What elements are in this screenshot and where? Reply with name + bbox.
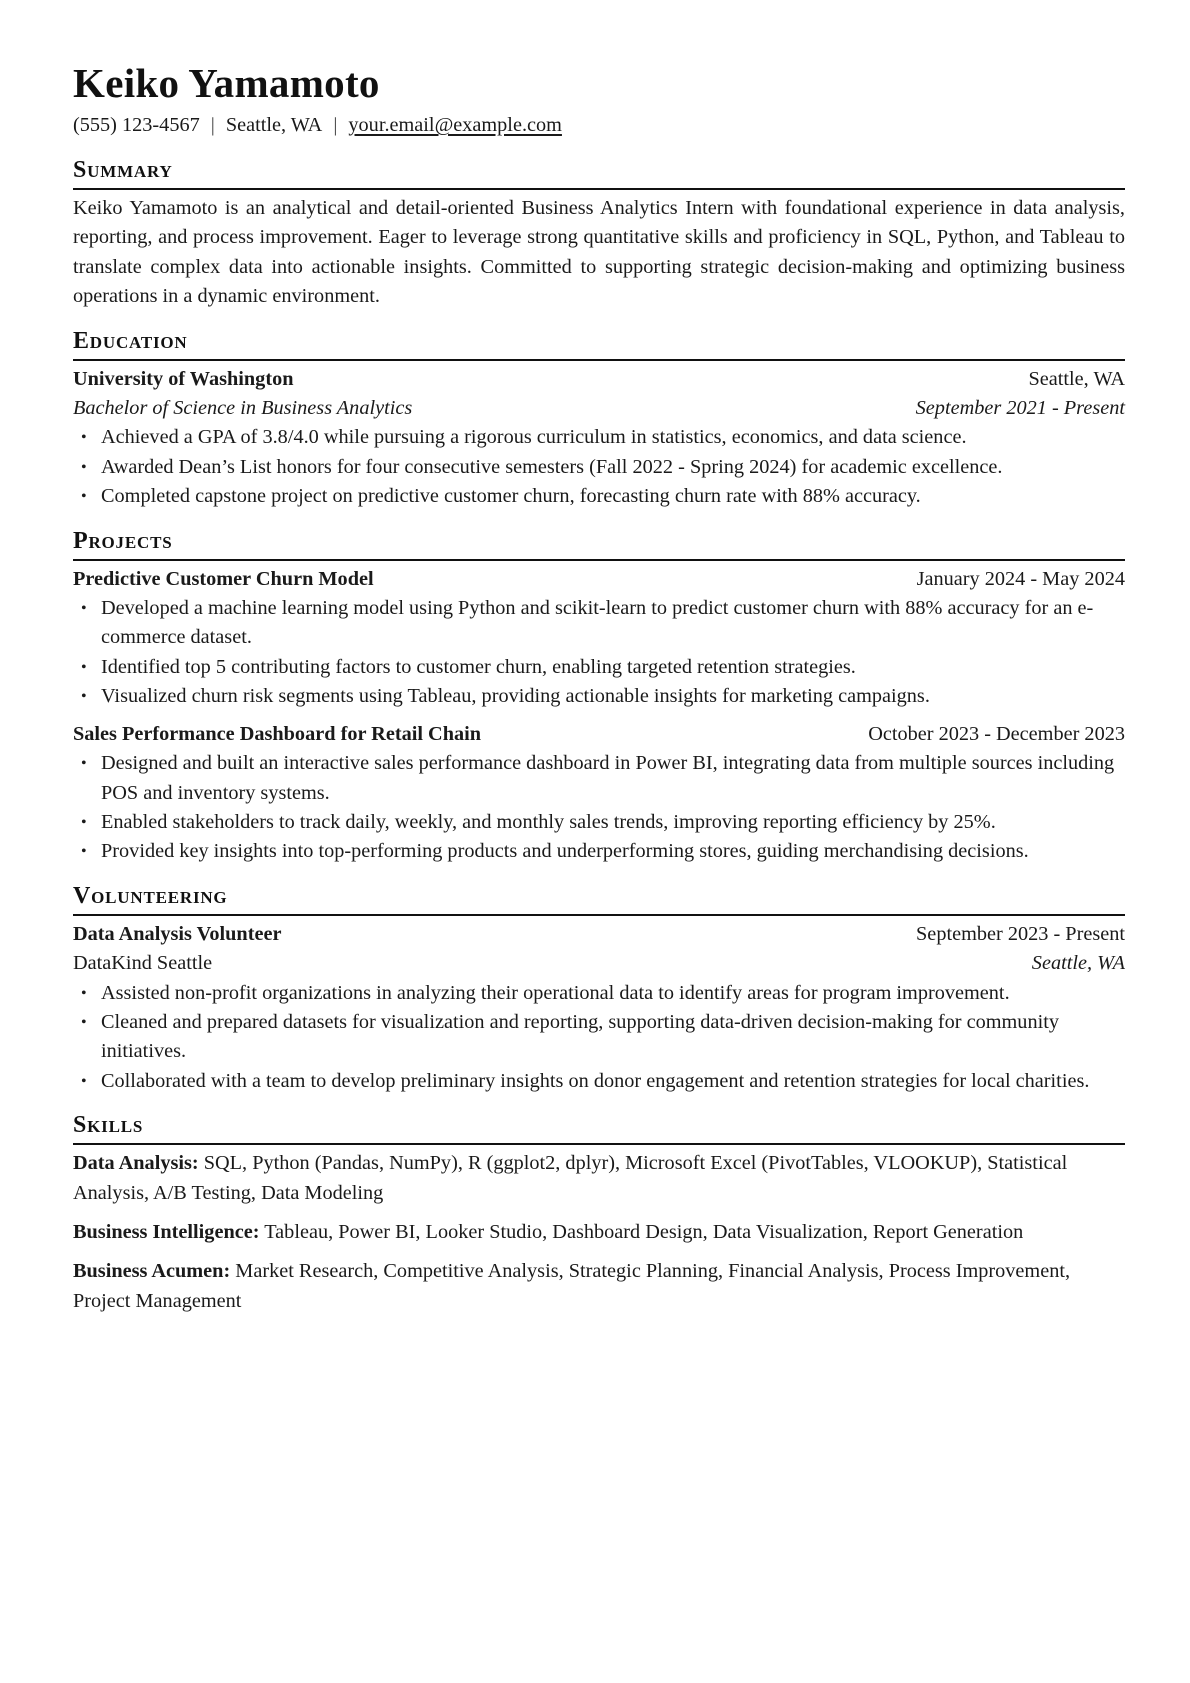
education-section [73,326,1125,512]
degree: Bachelor of Science in Business Analytics [73,397,413,420]
summary-section [73,155,1125,312]
contact-line [73,111,1125,141]
bullet-icon: • [81,600,87,618]
section-title-volunteering: Volunteering [73,882,228,909]
separator: | [210,114,215,136]
candidate-name: Keiko Yamamoto [73,60,380,106]
project-entry [73,720,1125,867]
separator: | [333,114,338,136]
volunteer-location: Seattle, WA [1031,952,1125,975]
bullet-icon: • [81,429,87,447]
project-entry [73,565,1125,712]
resume-page [73,58,1125,1326]
volunteer-role: Data Analysis Volunteer [73,922,282,945]
skill-value: SQL, Python (Pandas, NumPy), R (ggplot2, dplyr), Microsoft Excel (PivotTables, VLOOKUP), Statistical Analysis, A/B Testing, Data Modeling [73,1152,1068,1204]
skill-item [73,1218,1125,1247]
skill-label: Business Acumen: [73,1260,231,1283]
list-item: • Assisted non-profit organizations in analyzing their operational data to identify areas for program improvement. [73,979,1125,1008]
list-item: • Cleaned and prepared datasets for visualization and reporting, supporting data-driven decision-making for community initiatives. [73,1008,1125,1067]
volunteer-dates: September 2023 - Present [916,922,1125,945]
skills-section [73,1110,1125,1316]
skill-item [73,1257,1125,1316]
education-bullets [73,423,1125,511]
volunteering-section [73,881,1125,1096]
section-divider [73,559,1125,561]
bullet-icon: • [81,658,87,676]
institution-location: Seattle, WA [1028,367,1125,390]
bullet-icon: • [81,688,87,706]
project-bullets [73,594,1125,712]
bullet-icon: • [81,1072,87,1090]
list-item: • Awarded Dean’s List honors for four consecutive semesters (Fall 2022 - Spring 2024) for academic excellence. [73,453,1125,482]
education-entry [73,365,1125,512]
list-item: • Completed capstone project on predictive customer churn, forecasting churn rate with 88% accuracy. [73,482,1125,511]
skill-label: Data Analysis: [73,1152,199,1175]
skill-label: Business Intelligence: [73,1220,260,1243]
volunteer-organization: DataKind Seattle [73,952,213,975]
volunteer-bullets [73,979,1125,1097]
list-item: • Identified top 5 contributing factors to customer churn, enabling targeted retention strategies. [73,653,1125,682]
section-divider [73,359,1125,361]
project-bullets [73,749,1125,867]
bullet-icon: • [81,1013,87,1031]
project-name: Predictive Customer Churn Model [73,567,374,590]
education-dates: September 2021 - Present [915,397,1125,420]
section-title-summary: Summary [73,157,173,183]
summary-text: Keiko Yamamoto is an analytical and detail-oriented Business Analytics Intern with foundational experience in data analysis, reporting, and process improvement. Eager to leverage strong quantitative skills and proficiency in SQL, Python, and Tableau to translate complex data into actionable insights. Committed to supporting strategic decision-making and optimizing business operations in a dynamic environment. [73,197,1125,308]
project-dates: October 2023 - December 2023 [868,722,1125,745]
skill-value: Tableau, Power BI, Looker Studio, Dashboard Design, Data Visualization, Report Generation [264,1220,1024,1243]
project-name: Sales Performance Dashboard for Retail Chain [73,722,482,745]
list-item: • Provided key insights into top-performing products and underperforming stores, guiding merchandising decisions. [73,837,1125,866]
email-link[interactable]: your.email@example.com [348,114,562,136]
section-divider [73,1143,1125,1145]
list-item: • Visualized churn risk segments using Tableau, providing actionable insights for marketing campaigns. [73,682,1125,711]
project-dates: January 2024 - May 2024 [916,567,1125,590]
phone-number: (555) 123-4567 [73,114,200,136]
list-item: • Collaborated with a team to develop preliminary insights on donor engagement and retention strategies for local charities. [73,1067,1125,1096]
location: Seattle, WA [225,114,323,136]
list-item: • Developed a machine learning model using Python and scikit-learn to predict customer churn with 88% accuracy for an e-commerce dataset. [73,594,1125,653]
list-item: • Designed and built an interactive sales performance dashboard in Power BI, integrating data from multiple sources including POS and inventory systems. [73,749,1125,808]
bullet-icon: • [81,755,87,773]
skill-item [73,1149,1125,1208]
section-title-education: Education [73,327,188,354]
list-item: • Enabled stakeholders to track daily, weekly, and monthly sales trends, improving reporting efficiency by 25%. [73,808,1125,837]
bullet-icon: • [81,984,87,1002]
section-title-skills: Skills [73,1112,144,1139]
volunteering-entry [73,920,1125,1096]
bullet-icon: • [81,458,87,476]
bullet-icon: • [81,488,87,506]
skill-value: Market Research, Competitive Analysis, Strategic Planning, Financial Analysis, Process Improvement, Project Management [73,1260,1071,1312]
section-title-projects: Projects [73,527,173,554]
bullet-icon: • [81,813,87,831]
section-divider [73,914,1125,916]
projects-section [73,526,1125,867]
bullet-icon: • [81,843,87,861]
institution-name: University of Washington [73,367,294,390]
section-divider [73,188,1125,190]
list-item: • Achieved a GPA of 3.8/4.0 while pursuing a rigorous curriculum in statistics, economics, and data science. [73,423,1125,452]
